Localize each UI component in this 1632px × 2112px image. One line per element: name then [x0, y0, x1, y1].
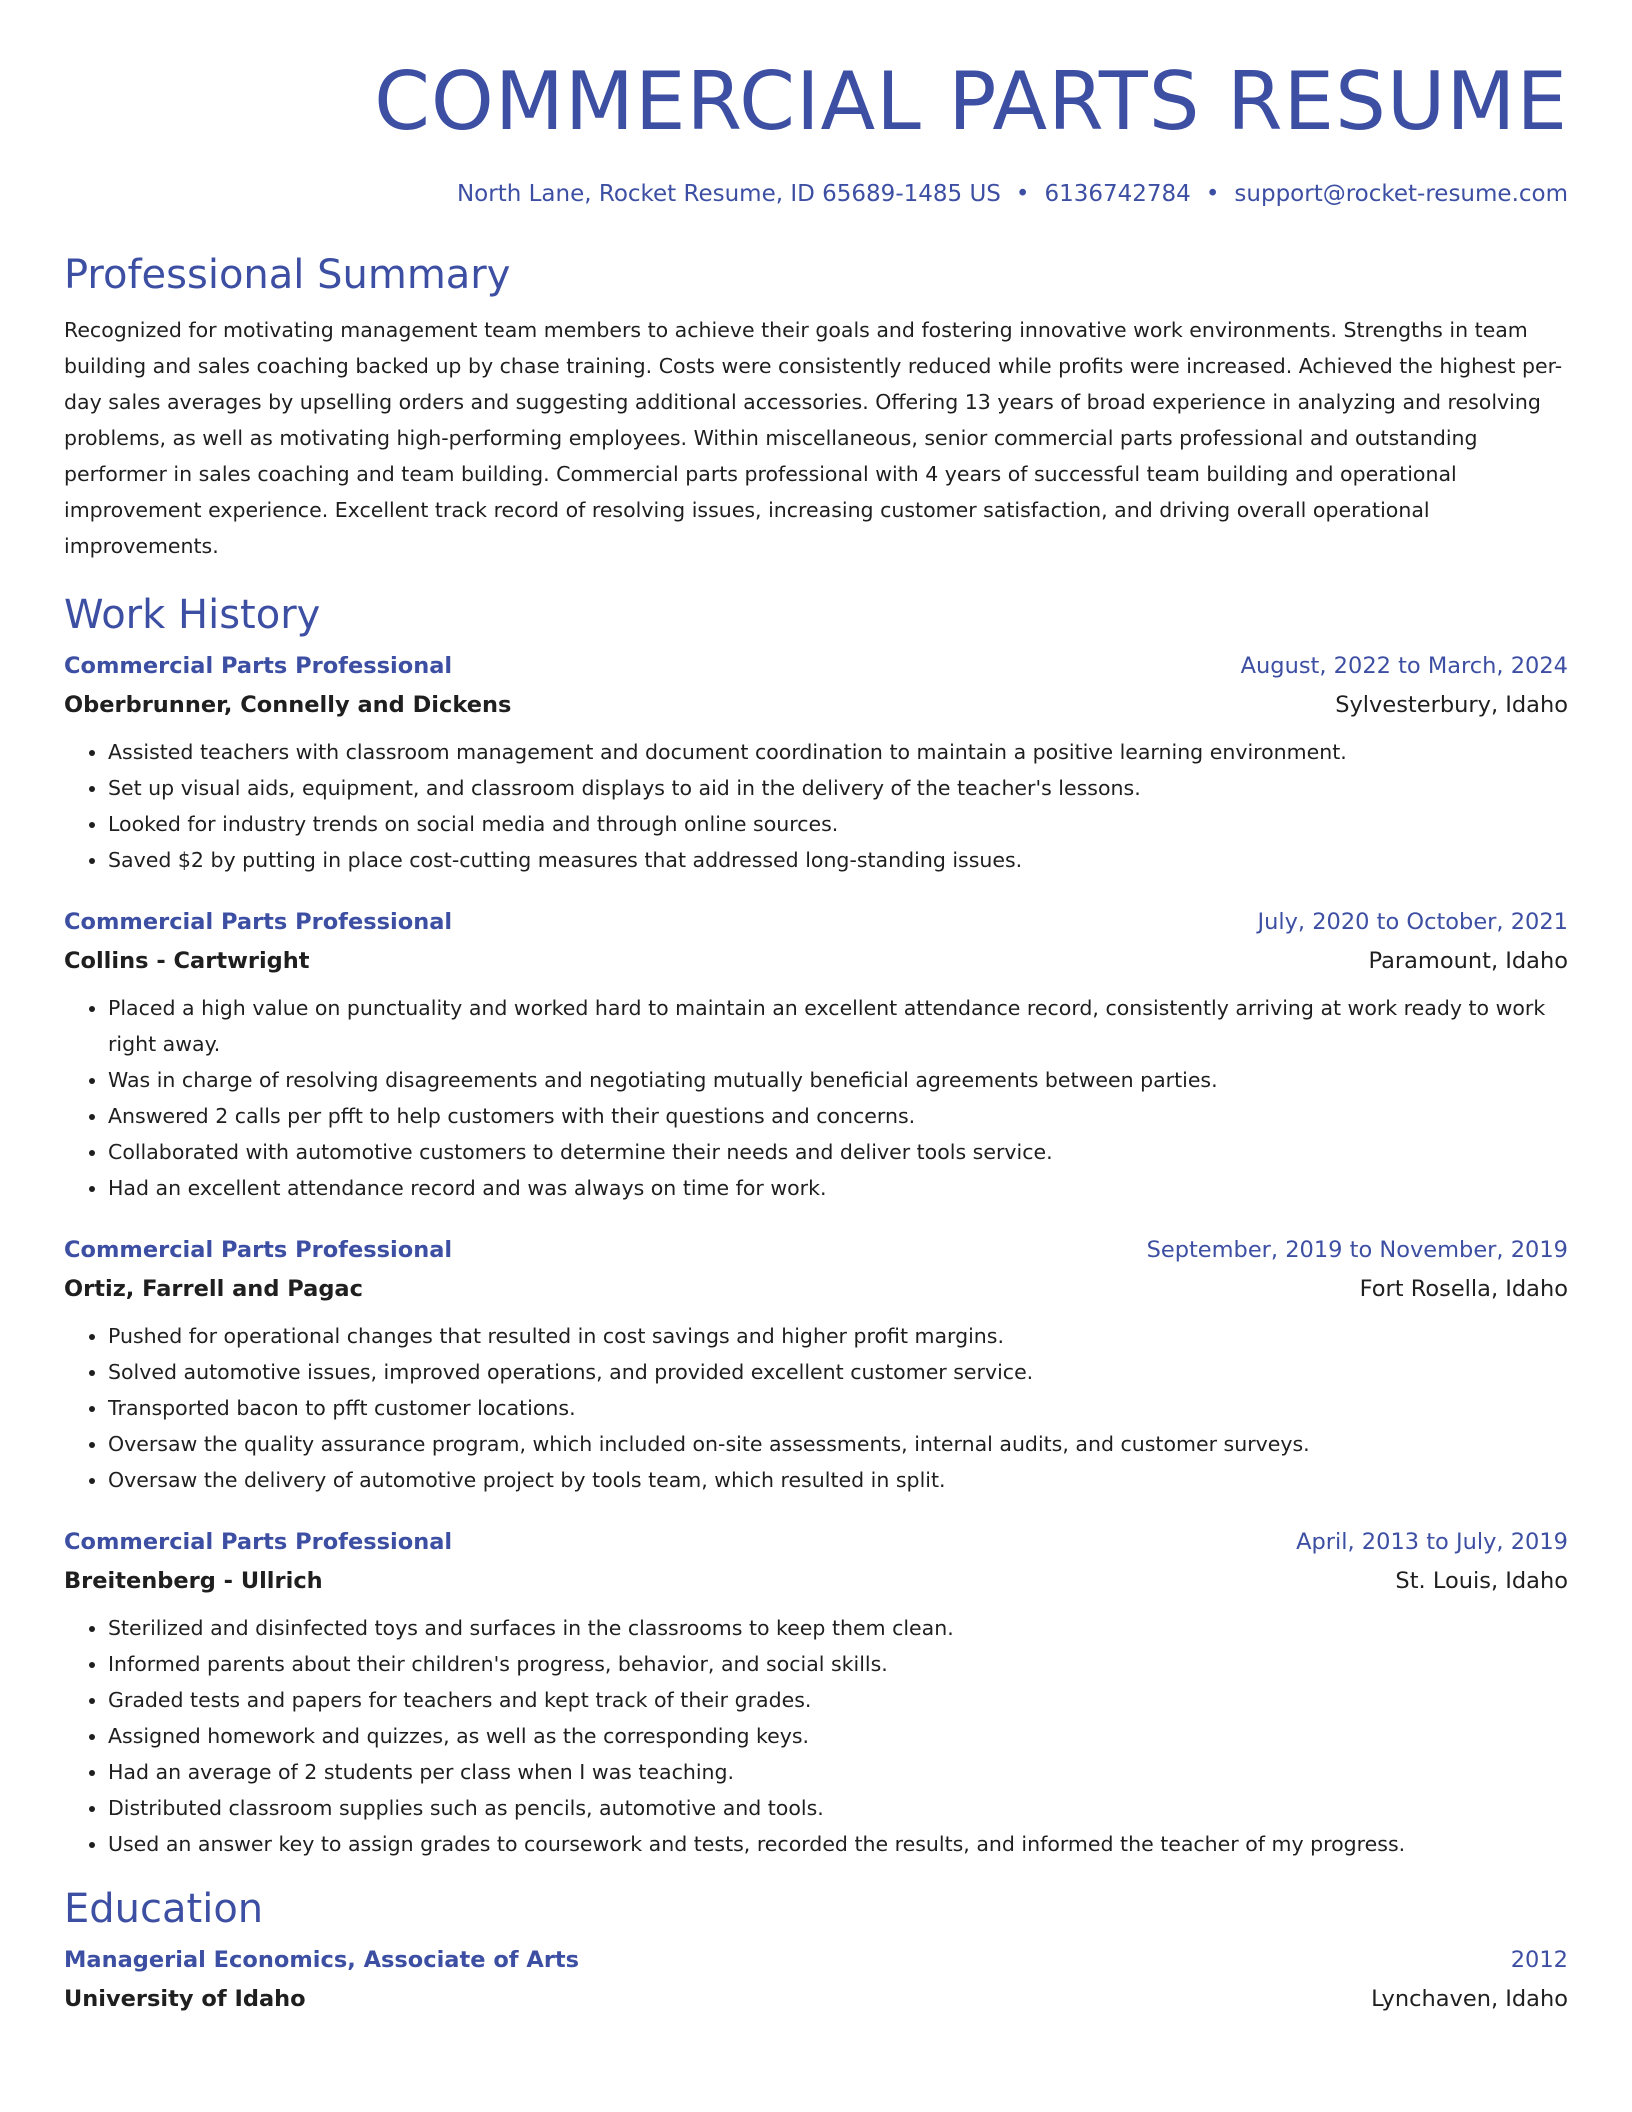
- list-item: • Used an answer key to assign grades to coursework and tests, recorded the results, and informed the teacher of my progress.: [108, 1826, 1568, 1862]
- employer: Breitenberg - Ullrich: [64, 1568, 323, 1594]
- list-item: • Graded tests and papers for teachers and kept track of their grades.: [108, 1682, 1568, 1718]
- section-heading: Education: [64, 1886, 264, 1932]
- list-item: • Sterilized and disinfected toys and surfaces in the classrooms to keep them clean.: [108, 1610, 1568, 1646]
- degree: Managerial Economics, Associate of Arts: [64, 1947, 580, 1973]
- graduation-year: 2012: [1510, 1947, 1568, 1973]
- job-location: Sylvesterbury, Idaho: [1335, 692, 1568, 718]
- employer: Collins - Cartwright: [64, 948, 310, 974]
- employer: Ortiz, Farrell and Pagac: [64, 1276, 363, 1302]
- list-item: • Oversaw the delivery of automotive project by tools team, which resulted in split.: [108, 1462, 1568, 1498]
- work-history-section: [64, 590, 1568, 1862]
- job-bullets: [64, 1610, 1568, 1862]
- list-item: • Pushed for operational changes that resulted in cost savings and higher profit margins.: [108, 1318, 1568, 1354]
- resume-title: COMMERCIAL PARTS RESUME: [374, 55, 1568, 148]
- job-dates: April, 2013 to July, 2019: [1296, 1529, 1568, 1555]
- list-item: • Set up visual aids, equipment, and classroom displays to aid in the delivery of the teacher's lessons.: [108, 770, 1568, 806]
- job-title: Commercial Parts Professional: [64, 909, 453, 935]
- contact-separator: •: [1015, 181, 1030, 207]
- list-item: • Answered 2 calls per pfft to help customers with their questions and concerns.: [108, 1098, 1568, 1134]
- job-title: Commercial Parts Professional: [64, 1237, 453, 1263]
- list-item: • Had an average of 2 students per class when I was teaching.: [108, 1754, 1568, 1790]
- section-heading: Work History: [64, 592, 321, 638]
- list-item: • Collaborated with automotive customers to determine their needs and deliver tools service.: [108, 1134, 1568, 1170]
- section-heading: Professional Summary: [64, 252, 511, 298]
- school-name: University of Idaho: [64, 1986, 306, 2012]
- job-bullets: [64, 734, 1568, 878]
- job-entry: [64, 1522, 1568, 1862]
- list-item: • Transported bacon to pfft customer locations.: [108, 1390, 1568, 1426]
- list-item: • Assigned homework and quizzes, as well as the corresponding keys.: [108, 1718, 1568, 1754]
- job-entry: [64, 646, 1568, 878]
- job-dates: July, 2020 to October, 2021: [1257, 909, 1568, 935]
- contact-separator: •: [1205, 181, 1220, 207]
- job-entry: [64, 902, 1568, 1206]
- contact-line: [64, 178, 1568, 210]
- list-item: • Oversaw the quality assurance program, which included on-site assessments, internal audits, and customer surveys.: [108, 1426, 1568, 1462]
- school-location: Lynchaven, Idaho: [1371, 1986, 1568, 2012]
- list-item: • Informed parents about their children's progress, behavior, and social skills.: [108, 1646, 1568, 1682]
- contact-email: support@rocket-resume.com: [1234, 181, 1568, 207]
- job-title: Commercial Parts Professional: [64, 1529, 453, 1555]
- professional-summary-section: [64, 250, 1568, 564]
- list-item: • Saved $2 by putting in place cost-cutting measures that addressed long-standing issues.: [108, 842, 1568, 878]
- job-location: Fort Rosella, Idaho: [1359, 1276, 1568, 1302]
- job-dates: August, 2022 to March, 2024: [1240, 653, 1568, 679]
- list-item: • Solved automotive issues, improved operations, and provided excellent customer service.: [108, 1354, 1568, 1390]
- job-bullets: [64, 990, 1568, 1206]
- job-location: St. Louis, Idaho: [1395, 1568, 1568, 1594]
- job-entry: [64, 1230, 1568, 1498]
- job-bullets: [64, 1318, 1568, 1498]
- job-dates: September, 2019 to November, 2019: [1146, 1237, 1568, 1263]
- list-item: • Had an excellent attendance record and was always on time for work.: [108, 1170, 1568, 1206]
- list-item: • Was in charge of resolving disagreements and negotiating mutually beneficial agreements between parties.: [108, 1062, 1568, 1098]
- education-section: [64, 1884, 1568, 2018]
- employer: Oberbrunner, Connelly and Dickens: [64, 692, 512, 718]
- education-entry: [64, 1940, 1568, 2018]
- contact-address: North Lane, Rocket Resume, ID 65689-1485 US: [456, 181, 1001, 207]
- list-item: • Distributed classroom supplies such as pencils, automotive and tools.: [108, 1790, 1568, 1826]
- list-item: • Assisted teachers with classroom management and document coordination to maintain a positive learning environment.: [108, 734, 1568, 770]
- list-item: • Placed a high value on punctuality and worked hard to maintain an excellent attendance record, consistently arriving at work ready to work right away.: [108, 990, 1568, 1062]
- job-title: Commercial Parts Professional: [64, 653, 453, 679]
- list-item: • Looked for industry trends on social media and through online sources.: [108, 806, 1568, 842]
- job-location: Paramount, Idaho: [1368, 948, 1568, 974]
- summary-text: Recognized for motivating management team members to achieve their goals and fostering innovative work environments. Strengths in team building and sales coaching backed up by chase training. Costs were consistently reduced while profits were increased. Achieved the highest per-day sales averages by upselling orders and suggesting additional accessories. Offering 13 years of broad experience in analyzing and resolving problems, as well as motivating high-performing employees. Within miscellaneous, senior commercial parts professional and outstanding performer in sales coaching and team building. Commercial parts professional with 4 years of successful team building and operational improvement experience. Excellent track record of resolving issues, increasing customer satisfaction, and driving overall operational improvements.: [64, 318, 1563, 558]
- contact-phone: 6136742784: [1044, 181, 1191, 207]
